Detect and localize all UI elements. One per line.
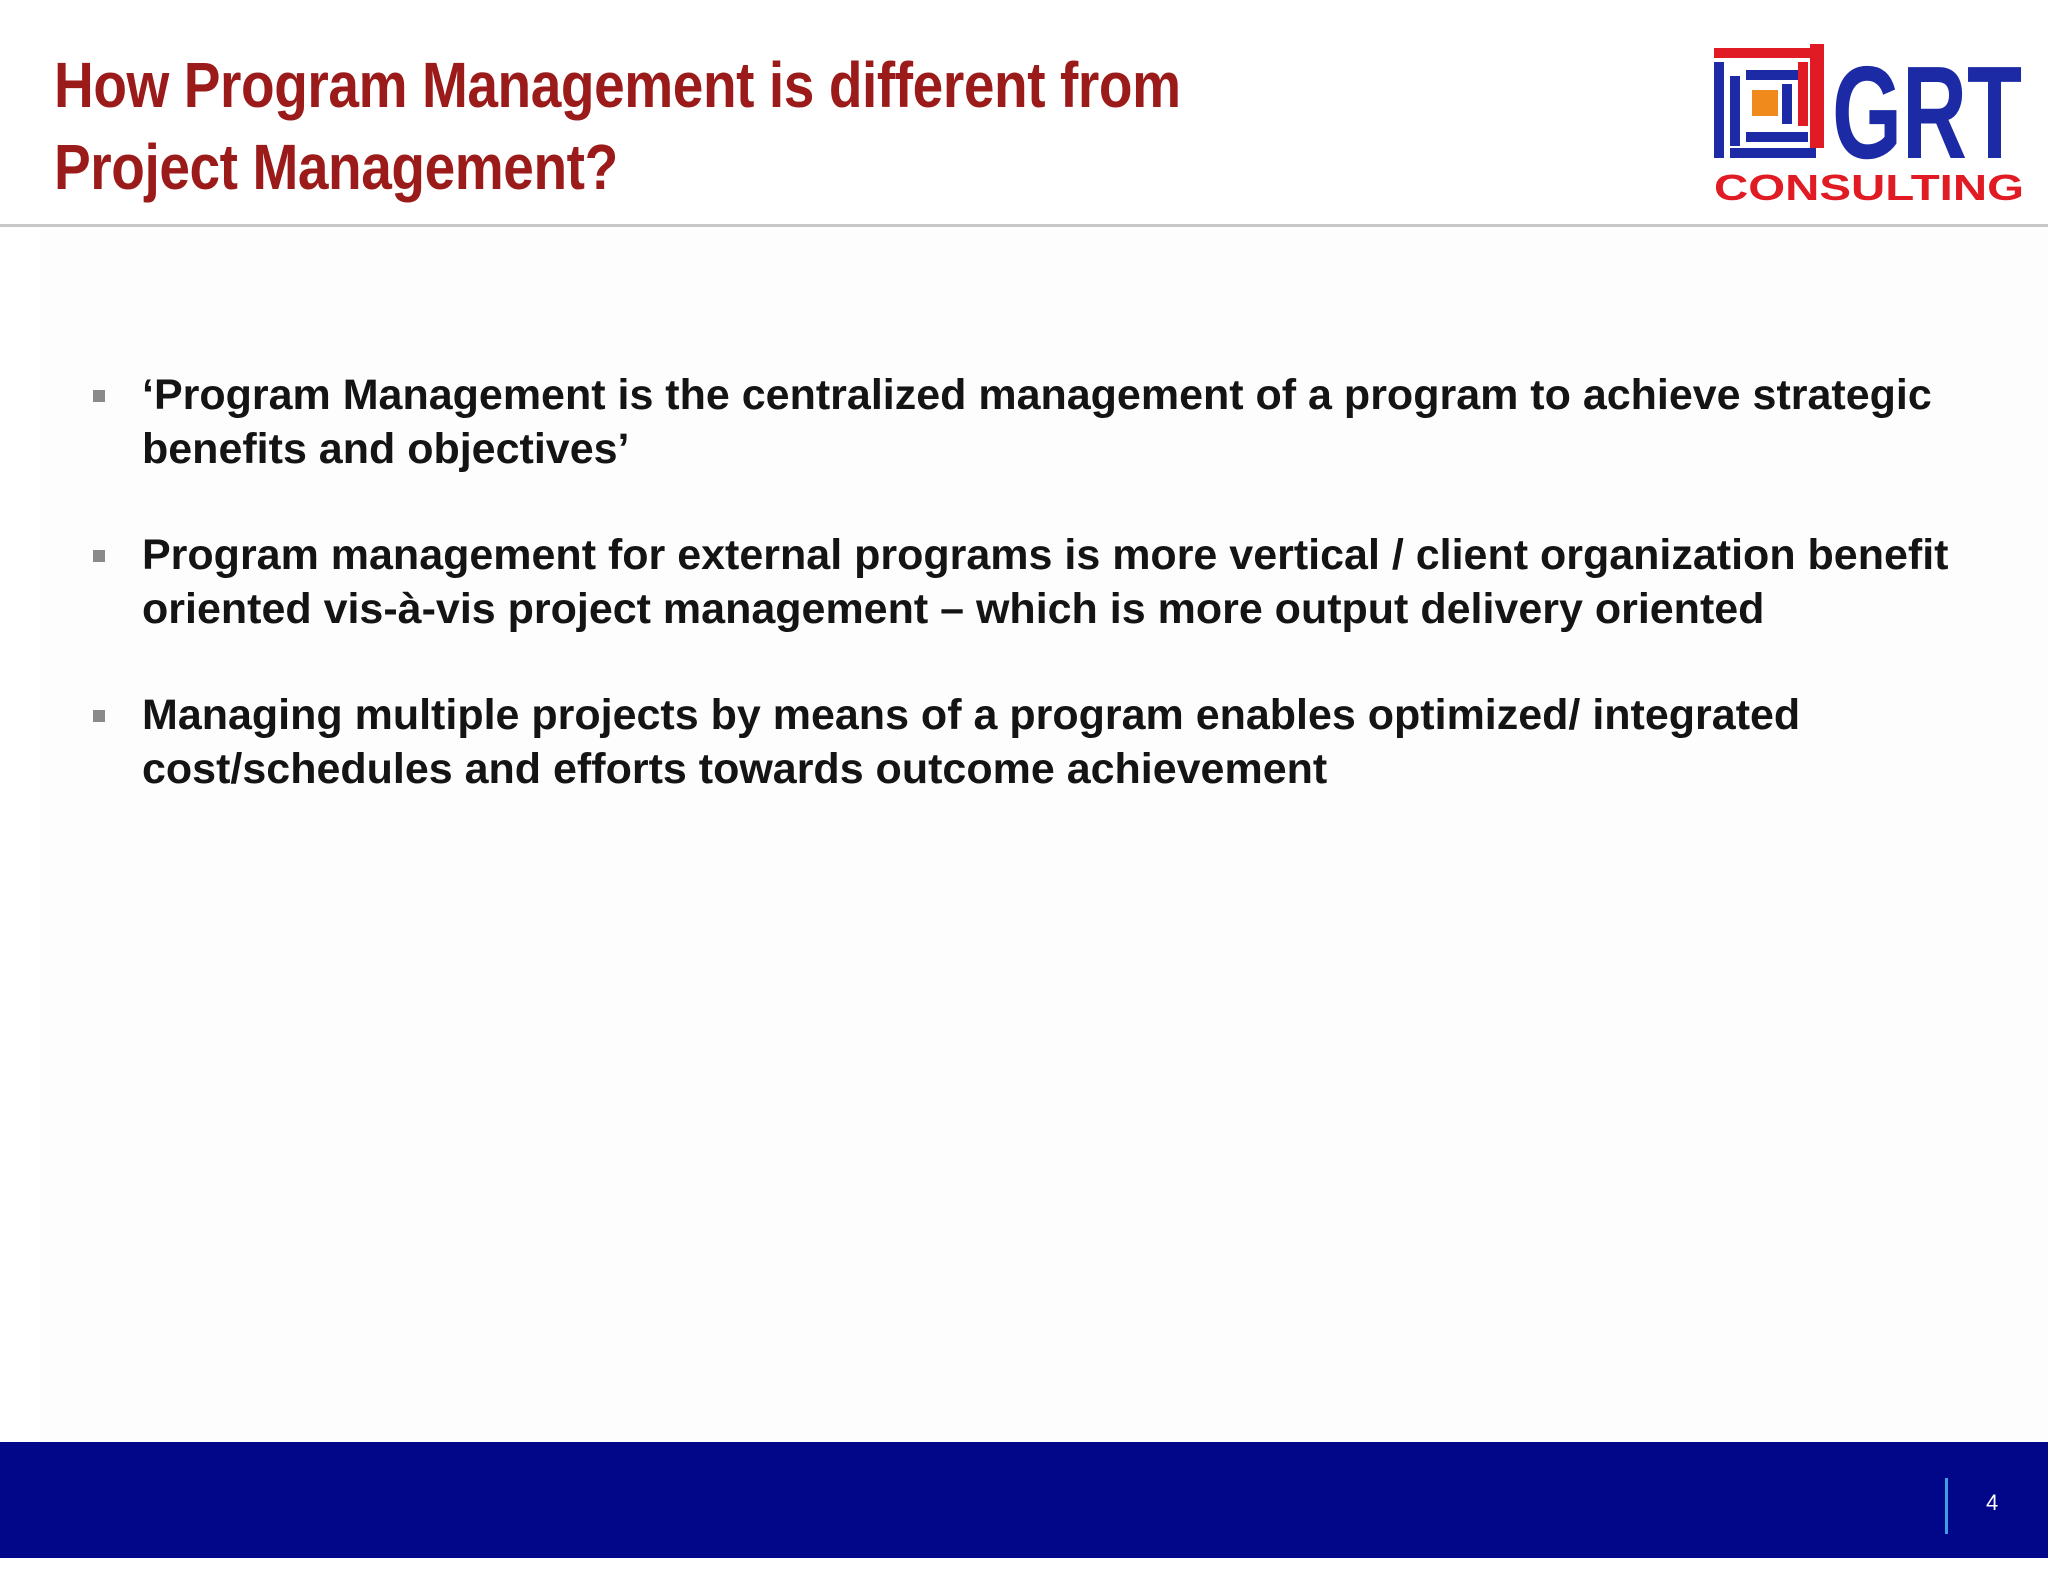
logo-secondary-text: CONSULTING	[1714, 167, 2024, 205]
bottom-strip	[0, 1558, 2048, 1582]
square-bullet-icon	[93, 550, 105, 562]
page-number: 4	[1986, 1490, 1999, 1515]
bullet-text: ‘Program Management is the centralized management of a program to achieve strategic benefits and objectives’	[142, 371, 1932, 473]
logo-primary-text: GRT	[1832, 40, 2022, 186]
bullet-list	[90, 368, 1970, 848]
logo-emblem-icon	[1714, 44, 1824, 158]
slide-title: How Program Management is different from Project Management?	[54, 49, 1181, 203]
square-bullet-icon	[93, 390, 105, 402]
bullet-text: Managing multiple projects by means of a program enables optimized/ integrated cost/schedules and efforts towards outcome achievement	[142, 691, 1801, 793]
footer-divider	[1945, 1478, 1948, 1534]
square-bullet-icon	[93, 710, 105, 722]
footer-bar	[0, 1442, 2048, 1558]
grt-consulting-logo	[1712, 40, 2028, 205]
bullet-item	[90, 688, 1970, 796]
bullet-text: Program management for external programs is more vertical / client organization benefit oriented vis-à-vis project management – which is more output delivery oriented	[142, 531, 1949, 633]
bullet-item	[90, 528, 1970, 636]
bullet-item	[90, 368, 1970, 476]
